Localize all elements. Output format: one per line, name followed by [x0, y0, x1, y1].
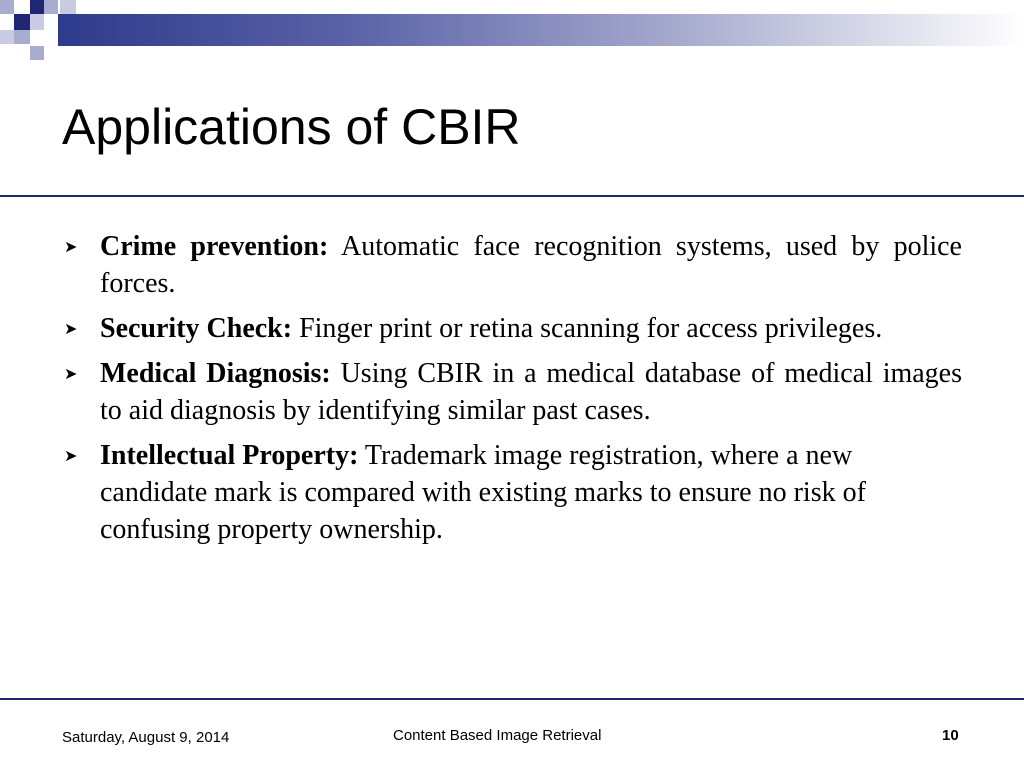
bullet-item — [62, 228, 962, 302]
bullet-term: Medical Diagnosis: — [100, 358, 331, 389]
decor-square — [0, 0, 14, 14]
bullet-text: Finger print or retina scanning for access privileges. — [299, 313, 883, 344]
bullet-text: Using CBIR in a medical database of medical images to aid diagnosis by identifying similar past cases. — [100, 358, 963, 426]
bullet-text: Trademark image registration, where a new candidate mark is compared with existing marks to ensure no risk of confusing property ownership. — [100, 440, 866, 545]
decor-square — [44, 0, 58, 14]
footer-presentation-title: Content Based Image Retrieval — [393, 727, 602, 744]
decor-gradient-bar — [57, 14, 1024, 46]
bullet-item — [62, 310, 962, 347]
bullet-term: Security Check: — [100, 313, 293, 344]
slide-title: Applications of CBIR — [62, 99, 521, 155]
title-divider — [0, 195, 1024, 197]
decor-square — [0, 14, 14, 30]
bullet-term: Intellectual Property: — [100, 440, 359, 471]
decor-square — [60, 0, 76, 14]
decor-square — [14, 30, 30, 44]
bullet-item — [62, 437, 962, 548]
bullet-list — [62, 228, 962, 556]
decor-square — [30, 0, 44, 14]
footer-date: Saturday, August 9, 2014 — [62, 729, 230, 746]
decor-square — [30, 46, 44, 60]
bullet-term: Crime prevention: — [100, 231, 329, 262]
page-number: 10 — [942, 727, 959, 744]
decor-square — [44, 14, 58, 46]
arrowhead-bullet-icon: ➤ — [64, 364, 78, 383]
decor-square — [30, 14, 44, 30]
arrowhead-bullet-icon: ➤ — [64, 237, 78, 256]
bullet-text: Automatic face recognition systems, used by police forces. — [100, 231, 962, 299]
decorative-header-band — [0, 0, 1024, 50]
bullet-item — [62, 355, 962, 429]
arrowhead-bullet-icon: ➤ — [64, 319, 78, 338]
footer-divider — [0, 698, 1024, 700]
decor-square — [0, 30, 14, 44]
decor-square — [14, 14, 30, 30]
arrowhead-bullet-icon: ➤ — [64, 446, 78, 465]
